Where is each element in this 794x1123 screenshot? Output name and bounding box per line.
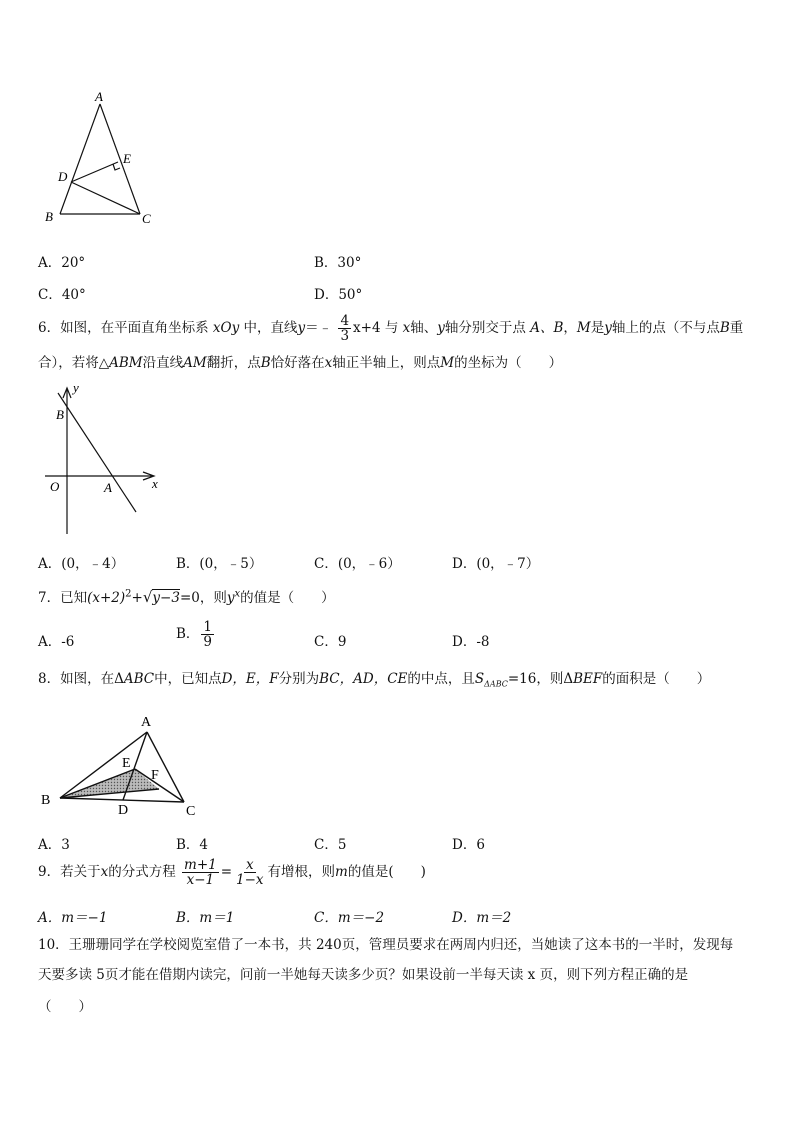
q9-fraction-right: $\frac{x}{1-x}$ bbox=[236, 857, 264, 889]
q6-label-x: x bbox=[152, 476, 158, 491]
q8-option-d[interactable]: D．6 bbox=[452, 837, 485, 853]
q9-option-a[interactable]: A．m＝−1 bbox=[38, 910, 108, 926]
q8-option-c[interactable]: C．5 bbox=[314, 837, 347, 853]
q8-triangle-figure bbox=[38, 712, 208, 820]
q6-option-d[interactable]: D．(0，﹣7） bbox=[452, 556, 540, 572]
q10-stem-line1: 10．王珊珊同学在学校阅览室借了一本书，共 240页，管理员要求在两周内归还，当她读了这本书的一半时，发现每 bbox=[38, 937, 734, 953]
q5-label-d: D bbox=[58, 169, 68, 184]
q9-stem: 9．若关于x的分式方程 $\frac{m+1}{x-1}$ = $\frac{x}{1-x}$ 有增根，则m的值是( ) bbox=[38, 857, 426, 889]
q6-option-a[interactable]: A．(0，﹣4） bbox=[38, 556, 125, 572]
q9-fraction-left: $\frac{m+1}{x-1}$ bbox=[184, 857, 217, 889]
q8-option-b[interactable]: B．4 bbox=[176, 837, 209, 853]
q7-option-d[interactable]: D．-8 bbox=[452, 634, 490, 650]
q6-coordinate-figure bbox=[40, 378, 170, 538]
q10-stem-line2: 天要多读 5页才能在借期内读完，问前一半她每天读多少页？如果设前一半每天读 x 页，则下列方程正确的是 bbox=[38, 967, 689, 983]
q7-option-a[interactable]: A．-6 bbox=[38, 634, 75, 650]
q6-label-o: O bbox=[50, 479, 60, 494]
q7-option-b[interactable]: B． $\frac{1}{9}$ bbox=[176, 619, 213, 651]
q6-label-b: B bbox=[56, 407, 64, 422]
q5-triangle-figure bbox=[40, 88, 170, 228]
q8-label-a: A bbox=[141, 715, 152, 730]
q5-label-b: B bbox=[45, 209, 53, 224]
q5-label-c: C bbox=[142, 211, 151, 226]
q9-option-b[interactable]: B．m＝1 bbox=[176, 910, 235, 926]
q5-option-b[interactable]: B．30° bbox=[314, 255, 362, 271]
q8-label-b: B bbox=[41, 793, 51, 808]
q6-stem-line2: 合），若将△ABM沿直线AM翻折，点B恰好落在x轴正半轴上，则点M的坐标为（ ） bbox=[38, 355, 563, 371]
q9-option-c[interactable]: C．m＝−2 bbox=[314, 910, 385, 926]
q8-stem: 8．如图，在ΔABC中，已知点D，E，F分别为BC，AD，CE的中点，且$S_{\Delta ABC}=16$，则ΔBEF的面积是（ ） bbox=[38, 671, 711, 689]
q9-option-d[interactable]: D．m＝2 bbox=[452, 910, 512, 926]
q8-label-d: D bbox=[118, 803, 129, 818]
q6-label-a: A bbox=[104, 480, 112, 495]
q5-option-d[interactable]: D．50° bbox=[314, 287, 363, 303]
q7-option-b-fraction: $\frac{1}{9}$ bbox=[203, 619, 213, 651]
q7-stem: 7．已知$(x+2)^2+√y-3=0$，则$y^x$的值是（ ） bbox=[38, 588, 335, 606]
q7-option-c[interactable]: C．9 bbox=[314, 634, 347, 650]
q6-option-c[interactable]: C．(0，﹣6） bbox=[314, 556, 401, 572]
q5-label-e: E bbox=[123, 151, 131, 166]
q8-label-f: F bbox=[151, 768, 159, 783]
q5-option-c[interactable]: C．40° bbox=[38, 287, 86, 303]
q8-option-a[interactable]: A．3 bbox=[38, 837, 70, 853]
q5-option-a[interactable]: A．20° bbox=[38, 255, 86, 271]
q6-stem-line1: 6．如图，在平面直角坐标系 xOy 中，直线y＝﹣ $\frac{4}{3}$ x+4 与 x轴、y轴分别交于点 A、B，M是y轴上的点（不与点B重 bbox=[38, 313, 744, 345]
q8-label-e: E bbox=[122, 756, 131, 771]
q6-option-b[interactable]: B．(0，﹣5） bbox=[176, 556, 263, 572]
q5-label-a: A bbox=[95, 89, 103, 104]
q6-label-y: y bbox=[73, 380, 79, 395]
q10-answer-paren: （ ） bbox=[38, 999, 92, 1015]
q8-label-c: C bbox=[186, 804, 196, 819]
q6-slope-fraction: $\frac{4}{3}$ bbox=[340, 313, 350, 345]
